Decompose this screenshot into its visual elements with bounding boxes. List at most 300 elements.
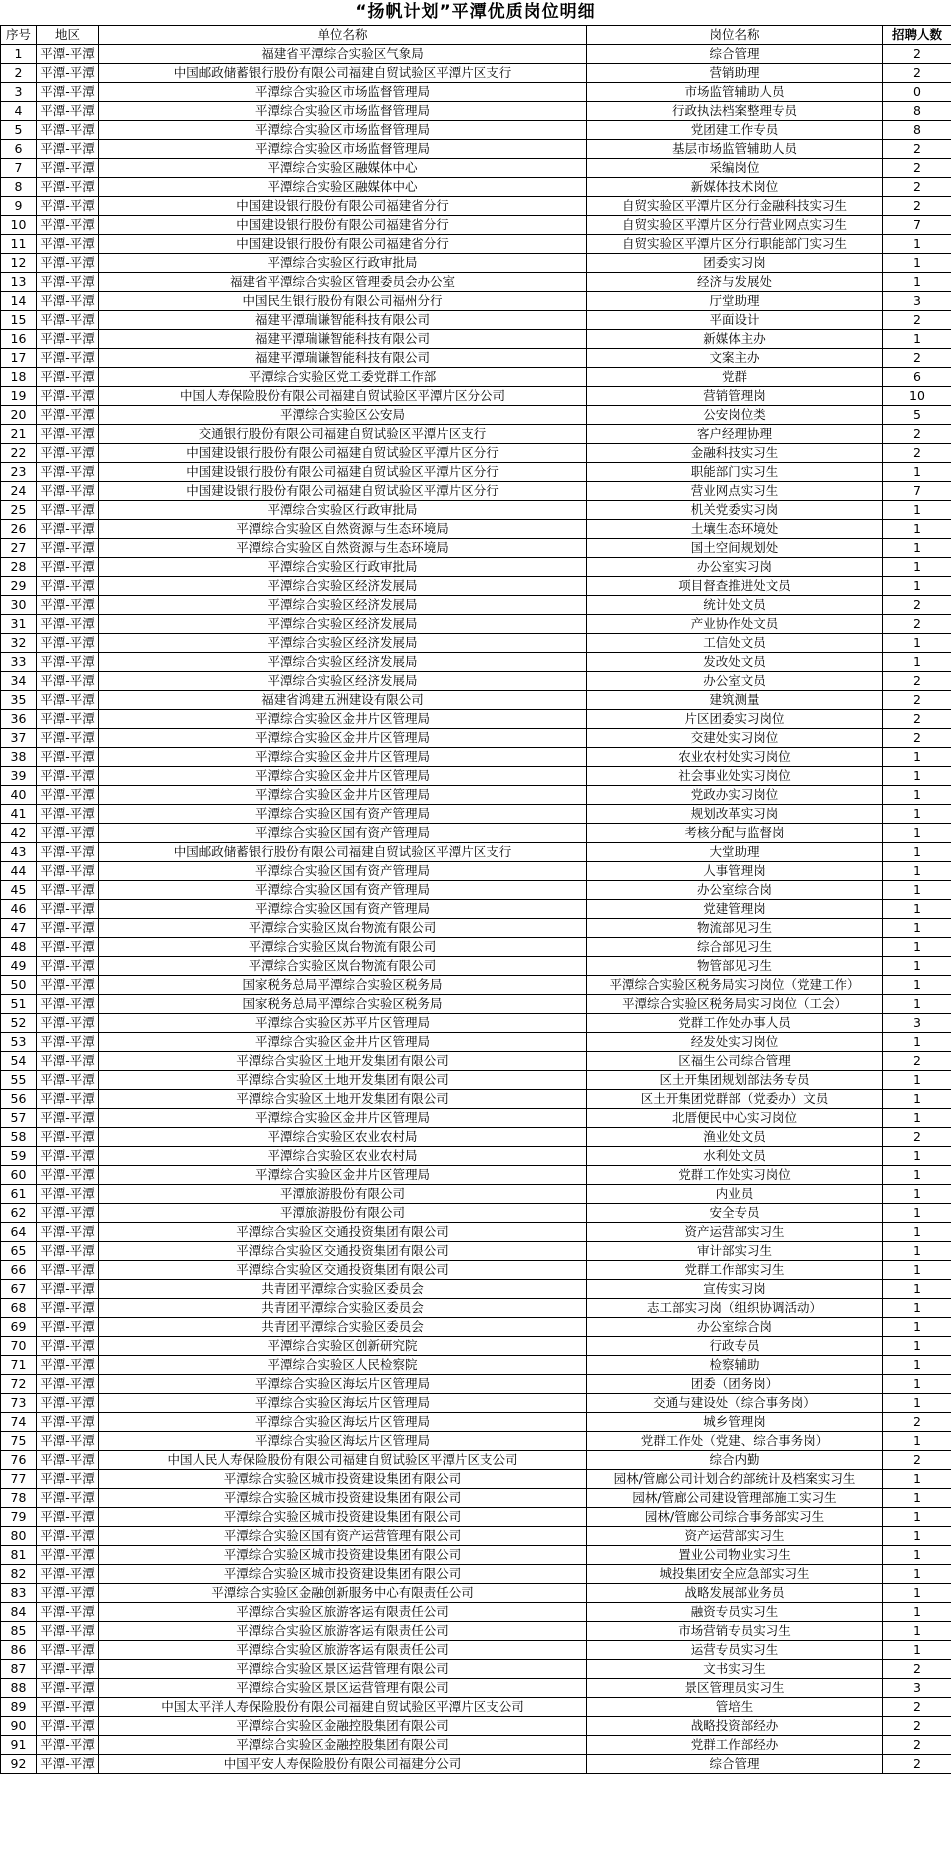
area-cell: 平潭-平潭 [37, 387, 99, 406]
table-row [1, 1033, 951, 1052]
position-name-cell: 片区团委实习岗位 [587, 710, 883, 729]
area-cell: 平潭-平潭 [37, 1299, 99, 1318]
area-cell: 平潭-平潭 [37, 691, 99, 710]
area-cell: 平潭-平潭 [37, 292, 99, 311]
area-cell: 平潭-平潭 [37, 748, 99, 767]
org-name-cell: 平潭综合实验区行政审批局 [99, 501, 587, 520]
position-name-cell: 办公室综合岗 [587, 881, 883, 900]
table-row [1, 957, 951, 976]
position-name-cell: 人事管理岗 [587, 862, 883, 881]
org-name-cell: 福建省平潭综合实验区管理委员会办公室 [99, 273, 587, 292]
table-row [1, 1166, 951, 1185]
position-name-cell: 自贸实验区平潭片区分行金融科技实习生 [587, 197, 883, 216]
table-row [1, 45, 951, 64]
org-name-cell: 平潭综合实验区金井片区管理局 [99, 710, 587, 729]
headcount-cell: 6 [883, 368, 951, 387]
row-number-cell: 68 [1, 1299, 37, 1318]
org-name-cell: 平潭综合实验区土地开发集团有限公司 [99, 1090, 587, 1109]
position-name-cell: 金融科技实习生 [587, 444, 883, 463]
table-row [1, 1071, 951, 1090]
area-cell: 平潭-平潭 [37, 1451, 99, 1470]
headcount-cell: 1 [883, 1565, 951, 1584]
table-row [1, 539, 951, 558]
table-row [1, 463, 951, 482]
org-name-cell: 平潭综合实验区国有资产运营管理有限公司 [99, 1527, 587, 1546]
headcount-cell: 2 [883, 596, 951, 615]
area-cell: 平潭-平潭 [37, 1546, 99, 1565]
position-name-cell: 城乡管理岗 [587, 1413, 883, 1432]
table-row [1, 1242, 951, 1261]
table-row [1, 1565, 951, 1584]
table-row [1, 1546, 951, 1565]
table-row [1, 805, 951, 824]
row-number-cell: 65 [1, 1242, 37, 1261]
position-name-cell: 文书实习生 [587, 1660, 883, 1679]
position-name-cell: 园林/管廊公司计划合约部统计及档案实习生 [587, 1470, 883, 1489]
headcount-cell: 1 [883, 1318, 951, 1337]
org-name-cell: 平潭综合实验区融媒体中心 [99, 178, 587, 197]
headcount-cell: 1 [883, 1356, 951, 1375]
header-row [1, 26, 951, 45]
area-cell: 平潭-平潭 [37, 1641, 99, 1660]
org-name-cell: 平潭综合实验区行政审批局 [99, 254, 587, 273]
table-row [1, 273, 951, 292]
org-name-cell: 平潭综合实验区旅游客运有限责任公司 [99, 1622, 587, 1641]
row-number-cell: 55 [1, 1071, 37, 1090]
position-name-cell: 团委实习岗 [587, 254, 883, 273]
org-name-cell: 平潭综合实验区城市投资建设集团有限公司 [99, 1489, 587, 1508]
org-name-cell: 交通银行股份有限公司福建自贸试验区平潭片区支行 [99, 425, 587, 444]
org-name-cell: 平潭综合实验区经济发展局 [99, 596, 587, 615]
area-cell: 平潭-平潭 [37, 311, 99, 330]
headcount-cell: 1 [883, 1394, 951, 1413]
headcount-cell: 1 [883, 520, 951, 539]
position-name-cell: 综合管理 [587, 45, 883, 64]
table-row [1, 691, 951, 710]
row-number-cell: 46 [1, 900, 37, 919]
headcount-cell: 2 [883, 691, 951, 710]
area-cell: 平潭-平潭 [37, 767, 99, 786]
headcount-cell: 1 [883, 995, 951, 1014]
header-count: 招聘人数 [883, 26, 951, 45]
row-number-cell: 49 [1, 957, 37, 976]
headcount-cell: 1 [883, 1584, 951, 1603]
table-row [1, 1660, 951, 1679]
area-cell: 平潭-平潭 [37, 1014, 99, 1033]
position-name-cell: 园林/管廊公司建设管理部施工实习生 [587, 1489, 883, 1508]
row-number-cell: 15 [1, 311, 37, 330]
position-name-cell: 营销管理岗 [587, 387, 883, 406]
table-row [1, 1280, 951, 1299]
table-row [1, 995, 951, 1014]
headcount-cell: 2 [883, 1755, 951, 1774]
position-name-cell: 安全专员 [587, 1204, 883, 1223]
headcount-cell: 1 [883, 1109, 951, 1128]
headcount-cell: 2 [883, 1717, 951, 1736]
headcount-cell: 7 [883, 216, 951, 235]
headcount-cell: 1 [883, 748, 951, 767]
org-name-cell: 共青团平潭综合实验区委员会 [99, 1318, 587, 1337]
area-cell: 平潭-平潭 [37, 64, 99, 83]
org-name-cell: 平潭综合实验区金融控股集团有限公司 [99, 1736, 587, 1755]
area-cell: 平潭-平潭 [37, 1223, 99, 1242]
position-name-cell: 党团建工作专员 [587, 121, 883, 140]
position-name-cell: 党群工作处办事人员 [587, 1014, 883, 1033]
area-cell: 平潭-平潭 [37, 1394, 99, 1413]
row-number-cell: 18 [1, 368, 37, 387]
org-name-cell: 平潭综合实验区市场监督管理局 [99, 83, 587, 102]
table-row [1, 729, 951, 748]
row-number-cell: 45 [1, 881, 37, 900]
org-name-cell: 平潭综合实验区公安局 [99, 406, 587, 425]
area-cell: 平潭-平潭 [37, 159, 99, 178]
row-number-cell: 29 [1, 577, 37, 596]
headcount-cell: 1 [883, 577, 951, 596]
table-row [1, 615, 951, 634]
org-name-cell: 平潭综合实验区经济发展局 [99, 653, 587, 672]
table-row [1, 501, 951, 520]
headcount-cell: 2 [883, 615, 951, 634]
table-row [1, 83, 951, 102]
area-cell: 平潭-平潭 [37, 919, 99, 938]
headcount-cell: 3 [883, 1014, 951, 1033]
org-name-cell: 平潭综合实验区金井片区管理局 [99, 786, 587, 805]
table-row [1, 558, 951, 577]
org-name-cell: 中国人民人寿保险股份有限公司福建自贸试验区平潭片区支公司 [99, 1451, 587, 1470]
headcount-cell: 1 [883, 1603, 951, 1622]
headcount-cell: 1 [883, 1204, 951, 1223]
org-name-cell: 平潭综合实验区海坛片区管理局 [99, 1413, 587, 1432]
row-number-cell: 11 [1, 235, 37, 254]
table-row [1, 577, 951, 596]
org-name-cell: 平潭综合实验区行政审批局 [99, 558, 587, 577]
position-name-cell: 办公室综合岗 [587, 1318, 883, 1337]
position-name-cell: 采编岗位 [587, 159, 883, 178]
row-number-cell: 27 [1, 539, 37, 558]
row-number-cell: 66 [1, 1261, 37, 1280]
positions-table [0, 25, 951, 1774]
position-name-cell: 内业员 [587, 1185, 883, 1204]
row-number-cell: 54 [1, 1052, 37, 1071]
position-name-cell: 平潭综合实验区税务局实习岗位（工会） [587, 995, 883, 1014]
headcount-cell: 2 [883, 140, 951, 159]
org-name-cell: 平潭综合实验区市场监督管理局 [99, 140, 587, 159]
area-cell: 平潭-平潭 [37, 1318, 99, 1337]
org-name-cell: 平潭综合实验区金融创新服务中心有限责任公司 [99, 1584, 587, 1603]
area-cell: 平潭-平潭 [37, 178, 99, 197]
area-cell: 平潭-平潭 [37, 577, 99, 596]
table-row [1, 1261, 951, 1280]
position-name-cell: 经发处实习岗位 [587, 1033, 883, 1052]
position-name-cell: 资产运营部实习生 [587, 1223, 883, 1242]
position-name-cell: 行政执法档案整理专员 [587, 102, 883, 121]
position-name-cell: 城投集团安全应急部实习生 [587, 1565, 883, 1584]
area-cell: 平潭-平潭 [37, 653, 99, 672]
area-cell: 平潭-平潭 [37, 425, 99, 444]
table-row [1, 1375, 951, 1394]
table-row [1, 1603, 951, 1622]
area-cell: 平潭-平潭 [37, 995, 99, 1014]
org-name-cell: 平潭综合实验区岚台物流有限公司 [99, 957, 587, 976]
area-cell: 平潭-平潭 [37, 786, 99, 805]
table-row [1, 672, 951, 691]
position-name-cell: 水利处文员 [587, 1147, 883, 1166]
position-name-cell: 市场营销专员实习生 [587, 1622, 883, 1641]
table-row [1, 1736, 951, 1755]
org-name-cell: 平潭综合实验区市场监督管理局 [99, 121, 587, 140]
area-cell: 平潭-平潭 [37, 1603, 99, 1622]
headcount-cell: 1 [883, 653, 951, 672]
position-name-cell: 战略投资部经办 [587, 1717, 883, 1736]
row-number-cell: 38 [1, 748, 37, 767]
org-name-cell: 平潭综合实验区岚台物流有限公司 [99, 938, 587, 957]
org-name-cell: 福建省鸿建五洲建设有限公司 [99, 691, 587, 710]
position-name-cell: 公安岗位类 [587, 406, 883, 425]
headcount-cell: 1 [883, 843, 951, 862]
org-name-cell: 平潭综合实验区党工委党群工作部 [99, 368, 587, 387]
table-row [1, 1489, 951, 1508]
area-cell: 平潭-平潭 [37, 900, 99, 919]
org-name-cell: 平潭综合实验区城市投资建设集团有限公司 [99, 1470, 587, 1489]
org-name-cell: 平潭综合实验区自然资源与生态环境局 [99, 539, 587, 558]
row-number-cell: 84 [1, 1603, 37, 1622]
row-number-cell: 1 [1, 45, 37, 64]
headcount-cell: 1 [883, 254, 951, 273]
row-number-cell: 85 [1, 1622, 37, 1641]
org-name-cell: 平潭综合实验区金井片区管理局 [99, 1166, 587, 1185]
row-number-cell: 73 [1, 1394, 37, 1413]
headcount-cell: 0 [883, 83, 951, 102]
table-row [1, 520, 951, 539]
headcount-cell: 1 [883, 881, 951, 900]
org-name-cell: 平潭综合实验区城市投资建设集团有限公司 [99, 1546, 587, 1565]
row-number-cell: 69 [1, 1318, 37, 1337]
position-name-cell: 农业农村处实习岗位 [587, 748, 883, 767]
table-row [1, 938, 951, 957]
table-row [1, 843, 951, 862]
table-row [1, 710, 951, 729]
org-name-cell: 共青团平潭综合实验区委员会 [99, 1299, 587, 1318]
row-number-cell: 48 [1, 938, 37, 957]
org-name-cell: 平潭综合实验区海坛片区管理局 [99, 1375, 587, 1394]
row-number-cell: 59 [1, 1147, 37, 1166]
area-cell: 平潭-平潭 [37, 1128, 99, 1147]
position-name-cell: 交通与建设处（综合事务岗） [587, 1394, 883, 1413]
headcount-cell: 1 [883, 786, 951, 805]
position-name-cell: 党群工作部实习生 [587, 1261, 883, 1280]
area-cell: 平潭-平潭 [37, 197, 99, 216]
table-row [1, 254, 951, 273]
table-row [1, 1356, 951, 1375]
position-name-cell: 行政专员 [587, 1337, 883, 1356]
table-row [1, 140, 951, 159]
headcount-cell: 1 [883, 938, 951, 957]
row-number-cell: 61 [1, 1185, 37, 1204]
table-row [1, 1717, 951, 1736]
headcount-cell: 2 [883, 1698, 951, 1717]
headcount-cell: 1 [883, 1375, 951, 1394]
area-cell: 平潭-平潭 [37, 140, 99, 159]
headcount-cell: 2 [883, 197, 951, 216]
position-name-cell: 运营专员实习生 [587, 1641, 883, 1660]
headcount-cell: 1 [883, 1432, 951, 1451]
table-row [1, 349, 951, 368]
org-name-cell: 中国民生银行股份有限公司福州分行 [99, 292, 587, 311]
area-cell: 平潭-平潭 [37, 1679, 99, 1698]
table-row [1, 1090, 951, 1109]
position-name-cell: 资产运营部实习生 [587, 1527, 883, 1546]
org-name-cell: 平潭综合实验区经济发展局 [99, 577, 587, 596]
table-row [1, 653, 951, 672]
position-name-cell: 战略发展部业务员 [587, 1584, 883, 1603]
position-name-cell: 置业公司物业实习生 [587, 1546, 883, 1565]
row-number-cell: 82 [1, 1565, 37, 1584]
org-name-cell: 平潭综合实验区融媒体中心 [99, 159, 587, 178]
area-cell: 平潭-平潭 [37, 672, 99, 691]
table-row [1, 159, 951, 178]
org-name-cell: 平潭综合实验区土地开发集团有限公司 [99, 1052, 587, 1071]
org-name-cell: 福建省平潭综合实验区气象局 [99, 45, 587, 64]
org-name-cell: 平潭综合实验区国有资产管理局 [99, 862, 587, 881]
position-name-cell: 综合部见习生 [587, 938, 883, 957]
position-name-cell: 管培生 [587, 1698, 883, 1717]
row-number-cell: 72 [1, 1375, 37, 1394]
area-cell: 平潭-平潭 [37, 1660, 99, 1679]
row-number-cell: 32 [1, 634, 37, 653]
headcount-cell: 1 [883, 1622, 951, 1641]
position-name-cell: 区土开集团规划部法务专员 [587, 1071, 883, 1090]
headcount-cell: 8 [883, 102, 951, 121]
headcount-cell: 5 [883, 406, 951, 425]
row-number-cell: 13 [1, 273, 37, 292]
row-number-cell: 24 [1, 482, 37, 501]
header-position: 岗位名称 [587, 26, 883, 45]
position-name-cell: 社会事业处实习岗位 [587, 767, 883, 786]
row-number-cell: 78 [1, 1489, 37, 1508]
area-cell: 平潭-平潭 [37, 216, 99, 235]
table-row [1, 444, 951, 463]
row-number-cell: 67 [1, 1280, 37, 1299]
row-number-cell: 71 [1, 1356, 37, 1375]
area-cell: 平潭-平潭 [37, 102, 99, 121]
org-name-cell: 平潭旅游股份有限公司 [99, 1185, 587, 1204]
org-name-cell: 平潭综合实验区城市投资建设集团有限公司 [99, 1565, 587, 1584]
position-name-cell: 党群工作部经办 [587, 1736, 883, 1755]
headcount-cell: 1 [883, 1242, 951, 1261]
position-name-cell: 党政办实习岗位 [587, 786, 883, 805]
area-cell: 平潭-平潭 [37, 843, 99, 862]
row-number-cell: 33 [1, 653, 37, 672]
row-number-cell: 43 [1, 843, 37, 862]
headcount-cell: 2 [883, 311, 951, 330]
table-row [1, 311, 951, 330]
org-name-cell: 中国邮政储蓄银行股份有限公司福建自贸试验区平潭片区支行 [99, 64, 587, 83]
area-cell: 平潭-平潭 [37, 1090, 99, 1109]
area-cell: 平潭-平潭 [37, 1432, 99, 1451]
row-number-cell: 91 [1, 1736, 37, 1755]
row-number-cell: 51 [1, 995, 37, 1014]
org-name-cell: 中国建设银行股份有限公司福建省分行 [99, 235, 587, 254]
row-number-cell: 83 [1, 1584, 37, 1603]
org-name-cell: 中国建设银行股份有限公司福建省分行 [99, 197, 587, 216]
position-name-cell: 产业协作处文员 [587, 615, 883, 634]
position-name-cell: 规划改革实习岗 [587, 805, 883, 824]
position-name-cell: 交建处实习岗位 [587, 729, 883, 748]
headcount-cell: 10 [883, 387, 951, 406]
area-cell: 平潭-平潭 [37, 273, 99, 292]
position-name-cell: 区土开集团党群部（党委办）文员 [587, 1090, 883, 1109]
table-row [1, 596, 951, 615]
org-name-cell: 平潭综合实验区国有资产管理局 [99, 900, 587, 919]
position-name-cell: 工信处文员 [587, 634, 883, 653]
headcount-cell: 1 [883, 539, 951, 558]
position-name-cell: 文案主办 [587, 349, 883, 368]
row-number-cell: 75 [1, 1432, 37, 1451]
headcount-cell: 1 [883, 824, 951, 843]
table-row [1, 1318, 951, 1337]
area-cell: 平潭-平潭 [37, 1204, 99, 1223]
area-cell: 平潭-平潭 [37, 938, 99, 957]
row-number-cell: 79 [1, 1508, 37, 1527]
headcount-cell: 2 [883, 1736, 951, 1755]
area-cell: 平潭-平潭 [37, 254, 99, 273]
position-name-cell: 营销助理 [587, 64, 883, 83]
area-cell: 平潭-平潭 [37, 558, 99, 577]
table-row [1, 1204, 951, 1223]
position-name-cell: 统计处文员 [587, 596, 883, 615]
table-row [1, 292, 951, 311]
row-number-cell: 8 [1, 178, 37, 197]
row-number-cell: 20 [1, 406, 37, 425]
row-number-cell: 17 [1, 349, 37, 368]
headcount-cell: 2 [883, 64, 951, 83]
row-number-cell: 23 [1, 463, 37, 482]
headcount-cell: 2 [883, 1128, 951, 1147]
position-name-cell: 园林/管廊公司综合事务部实习生 [587, 1508, 883, 1527]
row-number-cell: 41 [1, 805, 37, 824]
table-row [1, 900, 951, 919]
headcount-cell: 1 [883, 1166, 951, 1185]
org-name-cell: 平潭综合实验区自然资源与生态环境局 [99, 520, 587, 539]
row-number-cell: 74 [1, 1413, 37, 1432]
area-cell: 平潭-平潭 [37, 1755, 99, 1774]
org-name-cell: 平潭综合实验区苏平片区管理局 [99, 1014, 587, 1033]
row-number-cell: 76 [1, 1451, 37, 1470]
row-number-cell: 36 [1, 710, 37, 729]
area-cell: 平潭-平潭 [37, 1185, 99, 1204]
headcount-cell: 2 [883, 1451, 951, 1470]
headcount-cell: 1 [883, 1261, 951, 1280]
area-cell: 平潭-平潭 [37, 1489, 99, 1508]
area-cell: 平潭-平潭 [37, 235, 99, 254]
headcount-cell: 1 [883, 634, 951, 653]
org-name-cell: 平潭综合实验区金井片区管理局 [99, 729, 587, 748]
table-row [1, 1470, 951, 1489]
row-number-cell: 60 [1, 1166, 37, 1185]
row-number-cell: 4 [1, 102, 37, 121]
org-name-cell: 平潭综合实验区交通投资集团有限公司 [99, 1242, 587, 1261]
area-cell: 平潭-平潭 [37, 710, 99, 729]
area-cell: 平潭-平潭 [37, 729, 99, 748]
area-cell: 平潭-平潭 [37, 1033, 99, 1052]
table-header [1, 26, 951, 45]
org-name-cell: 中国邮政储蓄银行股份有限公司福建自贸试验区平潭片区支行 [99, 843, 587, 862]
area-cell: 平潭-平潭 [37, 957, 99, 976]
org-name-cell: 平潭综合实验区土地开发集团有限公司 [99, 1071, 587, 1090]
position-name-cell: 土壤生态环境处 [587, 520, 883, 539]
position-name-cell: 平面设计 [587, 311, 883, 330]
position-name-cell: 项目督查推进处文员 [587, 577, 883, 596]
